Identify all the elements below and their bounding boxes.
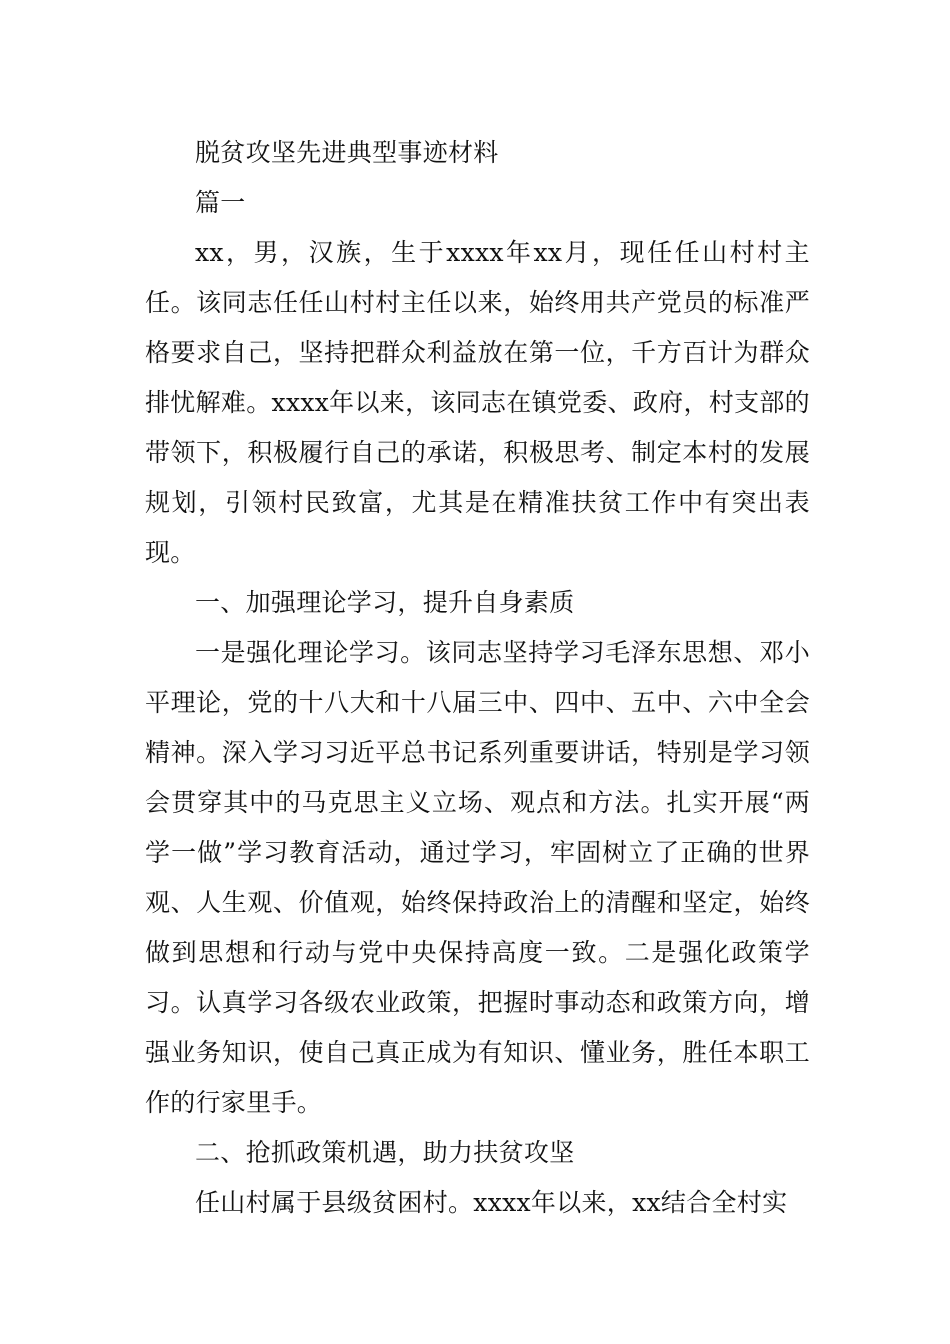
document-subtitle: 篇一 bbox=[195, 188, 246, 217]
document-body bbox=[145, 128, 810, 1228]
section-heading-2: 二、抢抓政策机遇，助力扶贫攻坚 bbox=[195, 1138, 575, 1167]
document-title: 脱贫攻坚先进典型事迹材料 bbox=[195, 138, 499, 167]
section-heading-1: 一、加强理论学习，提升自身素质 bbox=[195, 588, 575, 617]
paragraph-intro: xx，男，汉族，生于xxxx年xx月，现任任山村村主任。该同志任任山村村主任以来，始终用共产党员的标准严格要求自己，坚持把群众利益放在第一位，千方百计为群众排忧解难。xxxx年以来，该同志在镇党委、政府，村支部的带领下，积极履行自己的承诺，积极思考、制定本村的发展规划，引领村民致富，尤其是在精准扶贫工作中有突出表现。 bbox=[145, 238, 810, 567]
paragraph-section-1: 一是强化理论学习。该同志坚持学习毛泽东思想、邓小平理论，党的十八大和十八届三中、四中、五中、六中全会精神。深入学习习近平总书记系列重要讲话，特别是学习领会贯穿其中的马克思主义立场、观点和方法。扎实开展“两学一做”学习教育活动，通过学习，牢固树立了正确的世界观、人生观、价值观，始终保持政治上的清醒和坚定，始终做到思想和行动与党中央保持高度一致。二是强化政策学习。认真学习各级农业政策，把握时事动态和政策方向，增强业务知识，使自己真正成为有知识、懂业务，胜任本职工作的行家里手。 bbox=[145, 638, 810, 1117]
paragraph-section-2: 任山村属于县级贫困村。xxxx年以来，xx结合全村实 bbox=[195, 1188, 788, 1217]
